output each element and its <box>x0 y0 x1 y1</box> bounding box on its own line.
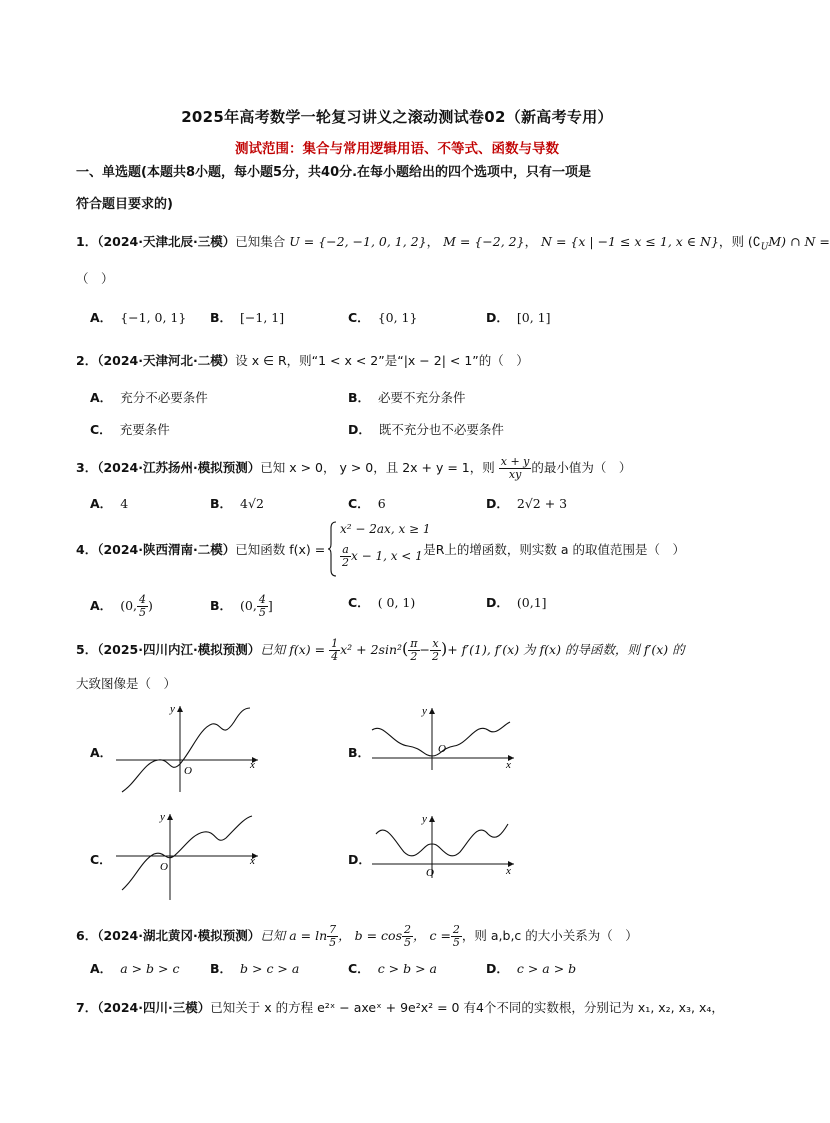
svg-text:x: x <box>250 855 255 867</box>
q5-option-b-label[interactable]: B． <box>348 745 371 760</box>
q2-option-b[interactable]: B． 必要不充分条件 <box>348 390 466 405</box>
q5-graph-a[interactable] <box>112 702 262 794</box>
q6-option-d[interactable]: D． c > a > b <box>486 961 577 976</box>
q2-option-c[interactable]: C． 充要条件 <box>90 422 170 437</box>
svg-text:x: x <box>506 865 511 877</box>
q4-option-a[interactable]: A． (0, $\frac{4}{5}$ ) <box>90 593 153 619</box>
section-heading: 一、单选题(本题共8小题，每小题5分，共40分.在每小题给出的四个选项中，只有一项是 <box>76 165 592 180</box>
svg-text:x: x <box>250 759 255 771</box>
question-5-line2: 大致图像是（ ） <box>76 676 177 691</box>
svg-text:y: y <box>422 705 427 717</box>
q5-option-a-label[interactable]: A． <box>90 745 113 760</box>
q3-option-a[interactable]: A． 4 <box>90 496 129 511</box>
q1-option-d[interactable]: D． [0, 1] <box>486 310 551 325</box>
q1-option-a[interactable]: A． {−1, 0, 1} <box>90 310 187 325</box>
svg-text:O: O <box>160 861 168 873</box>
question-5: 5．（2025·四川内江·模拟预测）已知 f(x) = $\frac{1}{4}$ x² + 2sin²( $\frac{\pi}{2}$ − $\frac{x}{2}$ )+ f′(1), f′(x) 为 f(x) 的导函数，则 f′(x) 的 <box>76 637 685 663</box>
q2-option-d[interactable]: D． 既不充分也不必要条件 <box>348 422 504 437</box>
svg-text:O: O <box>426 867 434 879</box>
q2-option-a[interactable]: A． 充分不必要条件 <box>90 390 208 405</box>
svg-text:O: O <box>184 765 192 777</box>
svg-text:y: y <box>170 703 175 715</box>
piecewise-function: x² − 2ax, x ≥ 1 $\frac{a}{2}$ x − 1, x < 1 <box>328 520 428 578</box>
question-3: 3．（2024·江苏扬州·模拟预测）已知 x > 0， y > 0，且 2x + y = 1，则 $\frac{x + y}{xy}$ 的最小值为（ ） <box>76 455 632 481</box>
question-7: 7．（2024·四川·三模）已知关于 x 的方程 e²ˣ − axeˣ + 9e²x² = 0 有4个不同的实数根，分别记为 x₁, x₂, x₃, x₄， <box>76 1000 724 1015</box>
q3-option-d[interactable]: D． 2√2 + 3 <box>486 496 568 511</box>
fraction: $\frac{x + y}{xy}$ <box>500 455 530 481</box>
question-4: 4．（2024·陕西渭南·二模）已知函数 f(x) = 是R上的增函数，则实数 a 的取值范围是（ ） <box>76 542 685 557</box>
svg-text:x: x <box>506 759 511 771</box>
brace-icon <box>328 520 338 578</box>
q6-option-a[interactable]: A． a > b > c <box>90 961 180 976</box>
q4-option-c[interactable]: C． ( 0, 1) <box>348 595 416 610</box>
question-2: 2．（2024·天津河北·二模）设 x ∈ R，则“1 < x < 2”是“|x − 2| < 1”的（ ） <box>76 353 529 368</box>
q4-option-d[interactable]: D． (0,1] <box>486 595 547 610</box>
svg-text:y: y <box>422 813 427 825</box>
q1-option-c[interactable]: C． {0, 1} <box>348 310 418 325</box>
section-heading-cont: 符合题目要求的) <box>76 197 173 212</box>
svg-text:O: O <box>438 743 446 755</box>
q5-graph-b[interactable] <box>368 704 518 774</box>
q3-option-b[interactable]: B． 4√2 <box>210 496 264 511</box>
q5-graph-d[interactable] <box>368 812 518 882</box>
q1-option-b[interactable]: B． [−1, 1] <box>210 310 285 325</box>
q5-option-d-label[interactable]: D． <box>348 852 371 867</box>
q5-graph-c[interactable] <box>112 810 262 902</box>
question-6: 6．（2024·湖北黄冈·模拟预测）已知 a = ln $\frac{7}{5}$ ， b = cos $\frac{2}{5}$ ， c = $\frac{2}{5}$ ，则 a,b,c 的大小关系为（ ） <box>76 923 638 949</box>
q4-option-b[interactable]: B． (0, $\frac{4}{5}$ ] <box>210 593 273 619</box>
question-1: 1．（2024·天津北辰·三模）已知集合 U = {−2, −1, 0, 1, 2}， M = {−2, 2}， N = {x | −1 ≤ x ≤ 1, x ∈ N}，则 $(∁_UM)$ ∩ N = <box>76 234 830 253</box>
q3-option-c[interactable]: C． 6 <box>348 496 386 511</box>
q6-option-b[interactable]: B． b > c > a <box>210 961 300 976</box>
question-1-paren: （ ） <box>76 271 114 286</box>
page-title: 2025年高考数学一轮复习讲义之滚动测试卷02（新高考专用） <box>181 108 613 126</box>
q6-option-c[interactable]: C． c > b > a <box>348 961 437 976</box>
q5-option-c-label[interactable]: C． <box>90 852 112 867</box>
test-scope: 测试范围：集合与常用逻辑用语、不等式、函数与导数 <box>235 141 559 157</box>
svg-text:y: y <box>160 811 165 823</box>
